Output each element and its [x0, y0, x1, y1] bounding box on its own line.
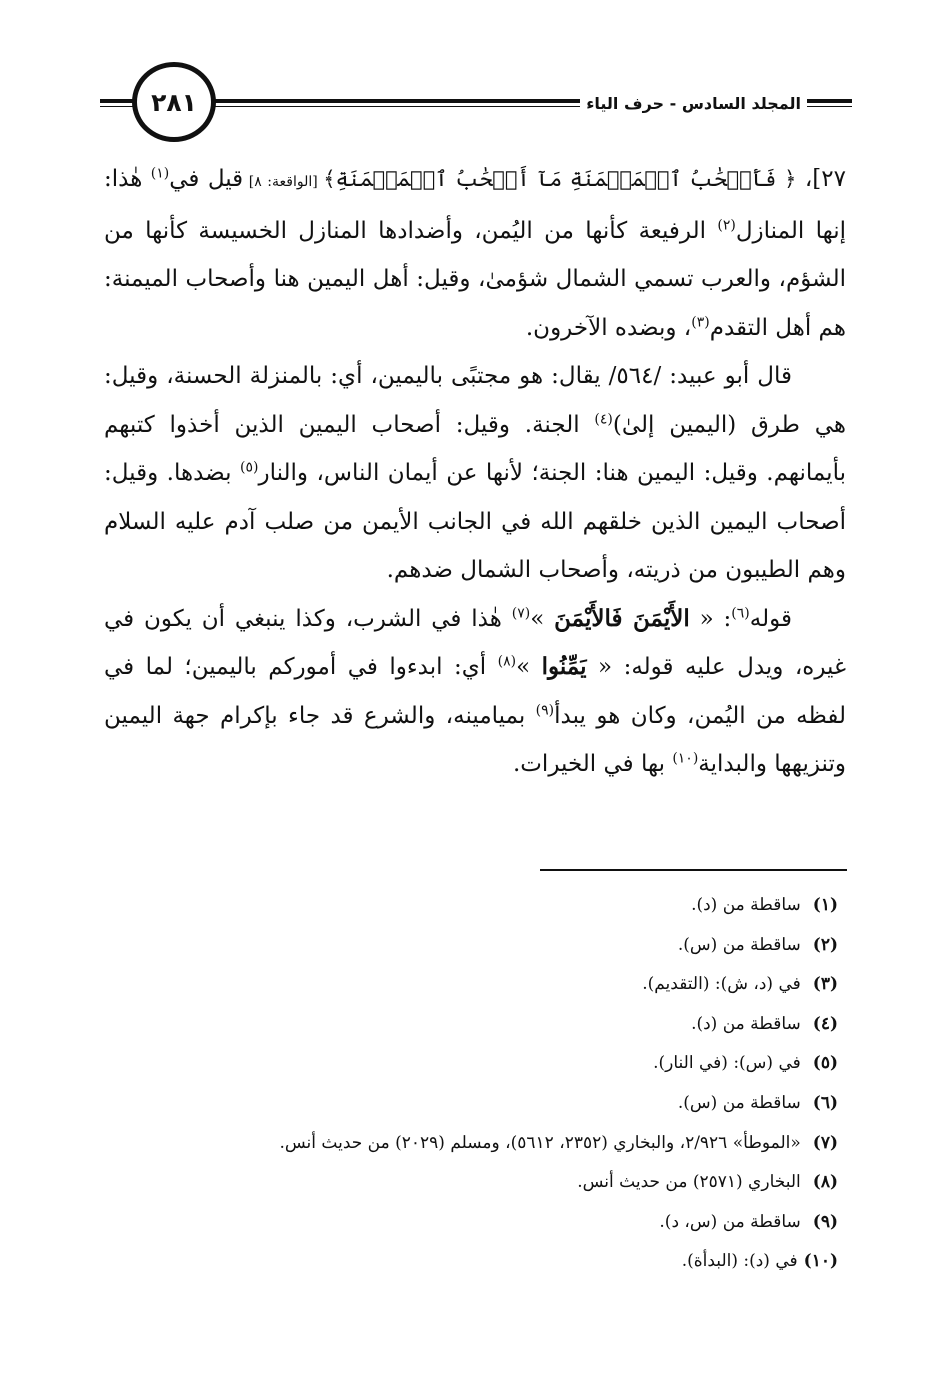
paragraph-3: [104, 595, 846, 789]
page-number: ٢٨١: [151, 87, 197, 117]
footnote-ref: (١٠): [672, 750, 699, 767]
footnote: [78, 1163, 838, 1203]
text-segment: بها في الخيرات.: [512, 751, 673, 777]
text-segment: بضدها. وقيل: أصحاب اليمين الذين خلقهم الله في الجانب الأيمن من صلب آدم عليه السلام وهم الطيبون من ذريته، وأصحاب الشمال ضدهم.: [104, 460, 846, 583]
footnote-separator: [540, 869, 847, 871]
footnotes: [78, 886, 838, 1282]
text-segment: بميامينه، والشرع قد جاء بإكرام جهة اليمين وتنزيهها والبداية: [104, 702, 846, 777]
footnote: [78, 1044, 838, 1084]
footnote-number: (١): [812, 895, 838, 915]
text-segment: ، وبضده الآخرون.: [525, 314, 692, 341]
footnote: [78, 965, 838, 1005]
footnote-number: (٢): [812, 934, 838, 955]
footnote: [78, 1242, 838, 1282]
footnote-text: في (د، ش): (التقديم).: [642, 974, 801, 995]
footnote-ref: (٣): [691, 313, 710, 330]
running-head: المجلد السادس - حرف الياء: [580, 94, 807, 113]
footnote-ref: (٩): [535, 701, 555, 718]
text-segment: الجنة. وقيل: أصحاب اليمين الذين أخذوا كتبهم بأيمانهم. وقيل: اليمين هنا: الجنة؛ لأنها عن أيمان الناس، والنار: [104, 411, 846, 486]
footnote-number: (٤): [812, 1013, 838, 1034]
page-header: [100, 62, 852, 152]
footnote-number: (٦): [812, 1092, 838, 1113]
footnote-ref: (٤): [594, 410, 613, 427]
footnote-number: (٧): [812, 1132, 838, 1153]
footnote-ref: (٧): [511, 604, 531, 621]
paragraph-2: [104, 352, 846, 595]
footnote-text: ساقطة من (د).: [691, 895, 801, 915]
text-segment: أي: ابدءوا في أموركم باليمين؛ لما في لفظه من اليُمن، وكان هو يبدأ: [104, 654, 847, 729]
text-segment: قيل في: [169, 166, 244, 192]
footnote-number: (١٠): [803, 1251, 838, 1272]
text-segment: »: [516, 654, 542, 680]
text-segment: هٰذا في الشرب، وكذا ينبغي أن يكون في غيره، ويدل عليه قوله: «: [104, 605, 847, 680]
paragraph-1: [104, 155, 846, 352]
hadith-quote: الأَيْمَنَ فَالأَيْمَنَ: [554, 604, 690, 632]
footnote-ref: (٨): [497, 653, 517, 670]
page-number-badge: [132, 62, 216, 142]
hadith-quote: يَمِّنُوا: [541, 653, 587, 680]
verse-number-continuation: ٢٧]،: [796, 166, 846, 192]
footnote-text: البخاري (٢٥٧١) من حديث أنس.: [577, 1172, 801, 1193]
footnote-number: (٨): [812, 1172, 838, 1193]
footnote-number: (٣): [812, 974, 838, 995]
footnote: [78, 1084, 838, 1124]
footnote-number: (٩): [812, 1211, 838, 1232]
text-segment: هٰذا: إنها المنازل: [104, 166, 846, 244]
footnote-text: ساقطة من (س، د).: [659, 1211, 801, 1232]
footnote-text: في (د): (البدأة).: [681, 1251, 798, 1272]
footnote: [78, 886, 838, 926]
text-segment: : «: [689, 605, 732, 632]
footnote-ref: (٥): [240, 459, 259, 476]
footnote-ref: (١): [150, 165, 170, 182]
verse-citation: [الواقعة: ٨]: [243, 174, 324, 190]
text-segment: الرفيعة كأنها من اليُمن، وأضدادها المنازل الخسيسة كأنها من الشؤم، والعرب تسمي الشمال شؤمیٰ، وقيل: أهل اليمين هنا وأصحاب الميمنة: هم أهل التقدم: [104, 217, 846, 341]
main-text: [104, 155, 846, 789]
footnote-text: ساقطة من (س).: [677, 934, 801, 955]
footnote-text: في (س): (في النار).: [653, 1053, 801, 1074]
quran-verse: ﴿ فَأَصۡحَٰبُ ٱلۡمَيۡمَنَةِ مَآ أَصۡحَٰبُ ٱلۡمَيۡمَنَةِ﴾: [323, 167, 797, 191]
text-segment: قوله: [749, 605, 792, 632]
footnote: [78, 1005, 838, 1045]
footnote: [78, 1203, 838, 1243]
footnote-ref: (٦): [731, 604, 750, 621]
footnote-text: ساقطة من (د).: [691, 1013, 801, 1034]
footnote: [78, 926, 838, 966]
footnote-ref: (٢): [717, 216, 736, 233]
footnote-number: (٥): [812, 1053, 838, 1074]
footnote-text: ساقطة من (س).: [677, 1092, 801, 1113]
text-segment: »: [530, 605, 555, 632]
footnote: [78, 1124, 838, 1164]
text-segment: قال أبو عبيد: /٥٦٤/ يقال: هو مجتبًى باليمين، أي: بالمنزلة الحسنة، وقيل: هي طرق (اليمين إلىٰ): [104, 363, 846, 438]
footnote-text: «الموطأ» ٢/٩٢٦، والبخاري (٢٣٥٢، ٥٦١٢)، ومسلم (٢٠٢٩) من حديث أنس.: [279, 1132, 801, 1153]
